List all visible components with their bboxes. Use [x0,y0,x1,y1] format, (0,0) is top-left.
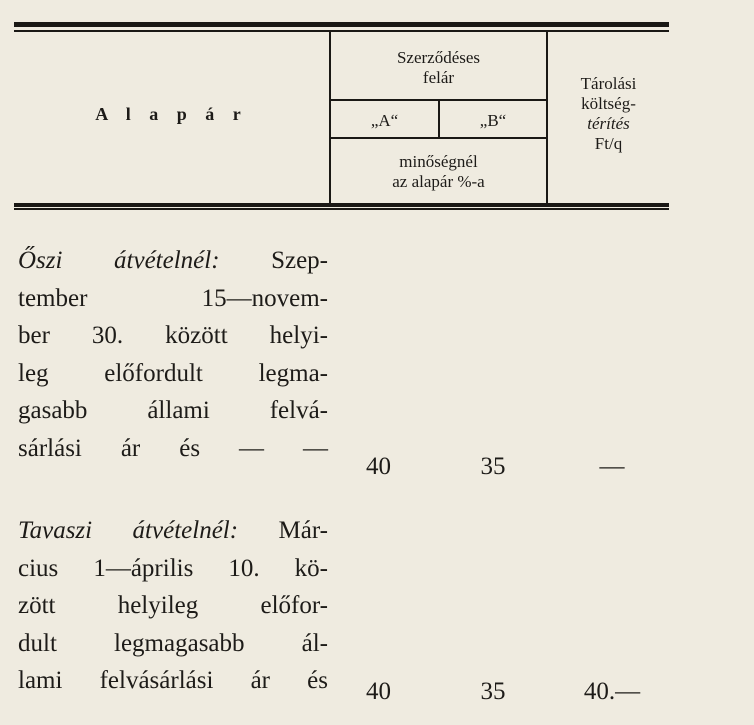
spring-row-line-2: cius 1—április 10. kö- [18,554,328,582]
autumn-row-line-2: tember 15—novem- [18,284,328,312]
col-a-header: „A“ [370,111,399,130]
header-bottom-rule-thick [14,203,669,207]
spring-premium-b: 35 [480,678,506,705]
autumn-premium-b: 35 [480,453,506,480]
storage-cost-header: Tárolási költség- térítés Ft/q [580,74,637,153]
spring-row-text [18,512,328,700]
premium-subdivider-bottom [331,137,546,139]
col-b-header: „B“ [479,111,507,130]
autumn-row-line-4: leg előfordult legma- [18,359,328,387]
spring-storage-cost: 40.— [583,678,641,705]
autumn-row-line-6: sárlási ár és — — [18,434,328,462]
autumn-row-line-5: gasabb állami felvá- [18,397,328,424]
spring-row-line-3: zött helyileg előfor- [18,592,328,619]
spring-premium-a: 40 [366,678,391,705]
top-rule-thin [14,30,669,32]
header-bottom-rule-thin [14,208,669,210]
spring-row-line-4: dult legmagasabb ál- [18,629,328,657]
base-price-header: A l a p á r [95,104,248,124]
quality-note: minőségnél az alapár %-a [392,152,485,191]
spring-row-line-1: Tavaszi átvételnél: Már- [18,517,328,544]
autumn-premium-a: 40 [366,453,391,480]
spring-row-line-5: lami felvásárlási ár és [18,667,328,694]
premium-subdivider-top [331,99,546,101]
autumn-storage-cost: — [599,453,625,480]
contract-premium-header: Szerződéses felár [396,48,481,87]
autumn-row-line-1: Őszi átvételnél: Szep- [18,247,328,274]
top-rule-thick [14,22,669,27]
autumn-row-text [18,242,328,467]
autumn-row-line-3: ber 30. között helyi- [18,322,328,349]
